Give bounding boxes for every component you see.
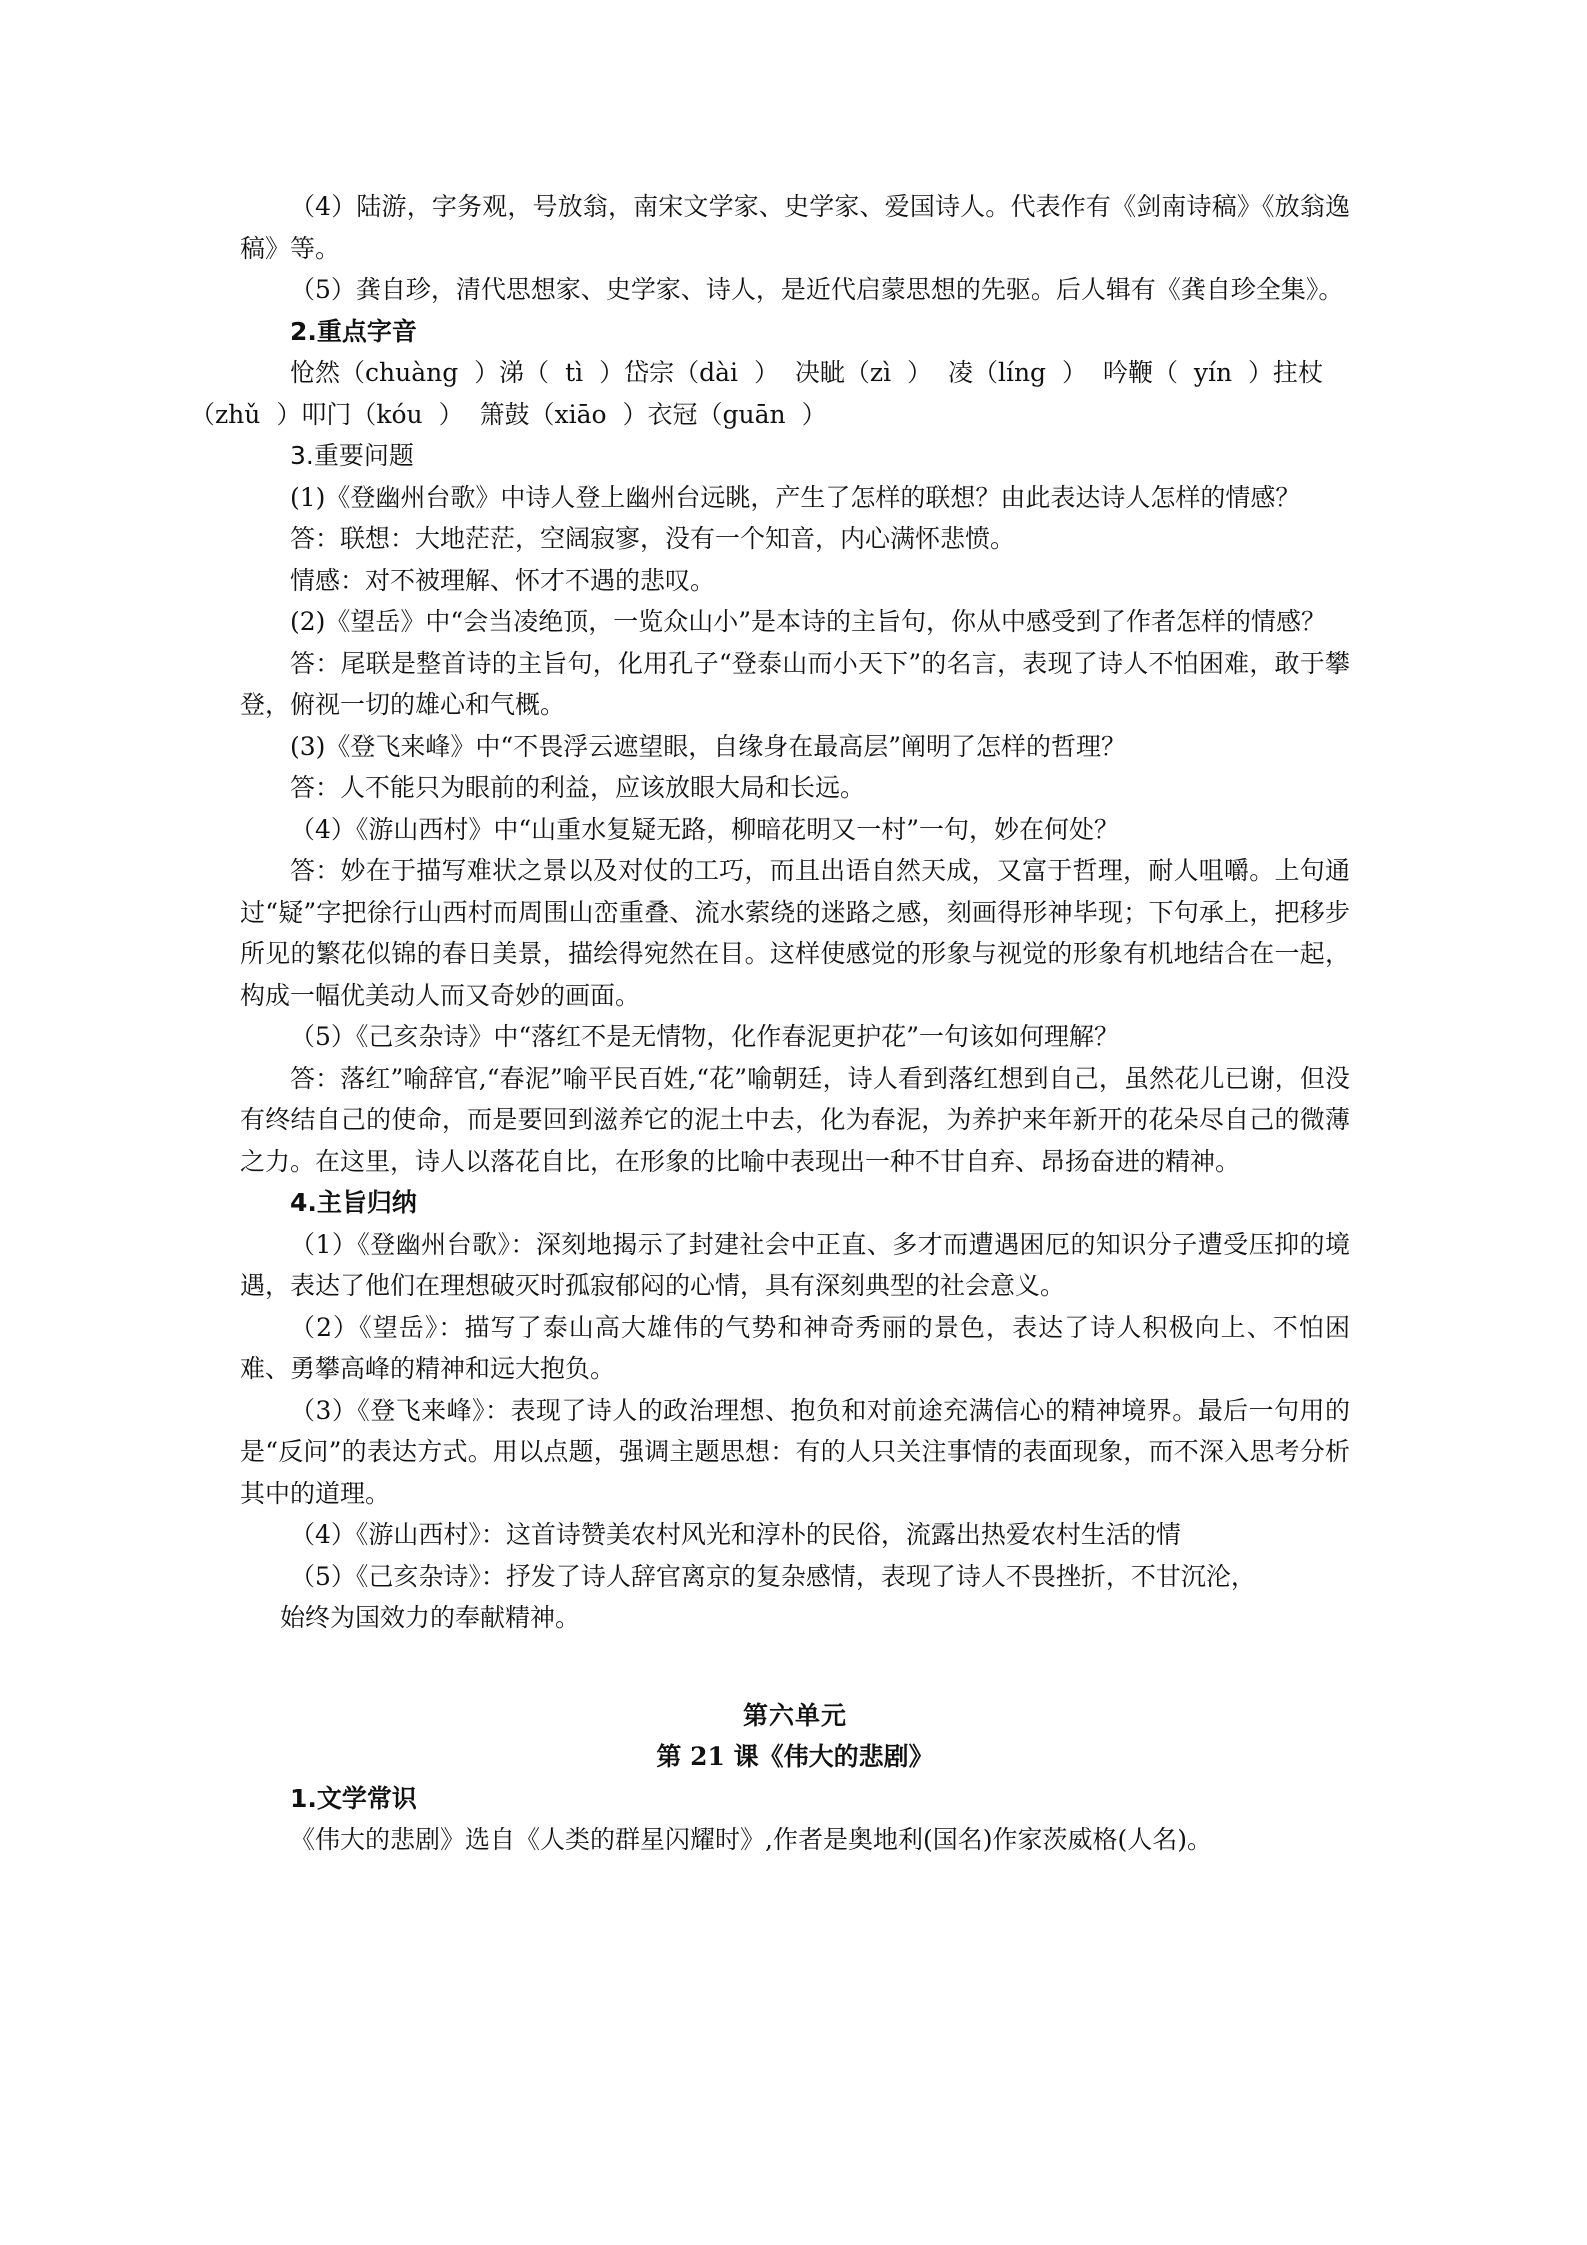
- answer-5: 答：落红”喻辞官,“春泥”喻平民百姓,“花”喻朝廷，诗人看到落红想到自己，虽然花儿已谢，但没有终结自己的使命，而是要回到滋养它的泥土中去，化为春泥，为养护来年新开的花朵尽自己的微薄之力。在这里，诗人以落花自比，在形象的比喻中表现出一种不甘自弃、昂扬奋进的精神。: [240, 1063, 1350, 1176]
- theme-1: （1）《登幽州台歌》：深刻地揭示了封建社会中正直、多才而遭遇困厄的知识分子遭受压抑的境遇，表达了他们在理想破灭时孤寂郁闷的心情，具有深刻典型的社会意义。: [240, 1229, 1350, 1300]
- pronunciation-heading: 2.重点字音: [290, 316, 417, 346]
- unit-title: 第六单元: [742, 1700, 847, 1730]
- pronunciation-text-2: （zhǔ ）叩门（kóu ） 箫鼓（xiāo ）衣冠（guān ）: [190, 399, 827, 429]
- pronunciation-text-1: 怆然（chuàng ）涕（ tì ）岱宗（dài ） 决眦（zì ） 凌（líng ） 吟鞭（ yín ）拄杖: [290, 358, 1324, 387]
- theme-5-continued: 始终为国效力的奉献精神。: [280, 1603, 581, 1632]
- answer-3: 答：人不能只为眼前的利益，应该放眼大局和长远。: [290, 773, 866, 802]
- literature-text: 《伟大的悲剧》选自《人类的群星闪耀时》,作者是奥地利(国名)作家茨威格(人名)。: [290, 1825, 1212, 1854]
- question-1: (1)《登幽州台歌》中诗人登上幽州台远眺，产生了怎样的联想？由此表达诗人怎样的情感？: [290, 482, 1301, 512]
- answer-1-association: 答：联想：大地茫茫，空阔寂寥，没有一个知音，内心满怀悲愤。: [290, 524, 1016, 553]
- theme-4: （4）《游山西村》：这首诗赞美农村风光和淳朴的民俗，流露出热爱农村生活的情: [290, 1520, 1181, 1549]
- author-lu-you: （4）陆游，字务观，号放翁，南宋文学家、史学家、爱国诗人。代表作有《剑南诗稿》《放翁逸稿》等。: [240, 192, 1350, 263]
- questions-heading: 3.重要问题: [290, 441, 414, 470]
- question-5: （5）《己亥杂诗》中“落红不是无情物，化作春泥更护花”一句该如何理解？: [290, 1022, 1119, 1051]
- question-4: （4）《游山西村》中“山重水复疑无路，柳暗花明又一村”一句，妙在何处？: [290, 814, 1119, 844]
- theme-3: （3）《登飞来峰》：表现了诗人的政治理想、抱负和对前途充满信心的精神境界。最后一句用的是“反问”的表达方式。用以点题，强调主题思想：有的人只关注事情的表面现象，而不深入思考分析其中的道理。: [240, 1395, 1350, 1508]
- answer-2: 答：尾联是整首诗的主旨句，化用孔子“登泰山而小天下”的名言，表现了诗人不怕困难，敢于攀登，俯视一切的雄心和气概。: [240, 648, 1350, 719]
- literature-heading: 1.文学常识: [290, 1783, 417, 1813]
- theme-5: （5）《己亥杂诗》：抒发了诗人辞官离京的复杂感情，表现了诗人不畏挫折，不甘沉沦，: [290, 1561, 1256, 1591]
- author-gong-zizhen: （5）龚自珍，清代思想家、史学家、诗人，是近代启蒙思想的先驱。后人辑有《龚自珍全集》。: [290, 275, 1344, 304]
- question-2: (2)《望岳》中“会当凌绝顶，一览众山小”是本诗的主旨句，你从中感受到了作者怎样的情感？: [290, 607, 1326, 636]
- themes-heading: 4.主旨归纳: [290, 1188, 417, 1217]
- answer-4: 答：妙在于描写难状之景以及对仗的工巧，而且出语自然天成，又富于哲理，耐人咀嚼。上句通过“疑”字把徐行山西村而周围山峦重叠、流水萦绕的迷路之感，刻画得形神毕现；下句承上，把移步所见的繁花似锦的春日美景，描绘得宛然在目。这样使感觉的形象与视觉的形象有机地结合在一起，构成一幅优美动人而又奇妙的画面。: [240, 856, 1350, 1010]
- question-3: (3)《登飞来峰》中“不畏浮云遮望眼，自缘身在最高层”阐明了怎样的哲理？: [290, 731, 1126, 761]
- theme-2: （2）《望岳》：描写了泰山高大雄伟的气势和神奇秀丽的景色，表达了诗人积极向上、不怕困难、勇攀高峰的精神和远大抱负。: [240, 1312, 1350, 1383]
- pronunciation-line-1: [190, 352, 1350, 435]
- lesson-title: 第 21 课《伟大的悲剧》: [656, 1742, 934, 1771]
- section-gap: [240, 1639, 1350, 1695]
- document-page: [190, 186, 1350, 1861]
- answer-1-emotion: 情感：对不被理解、怀才不遇的悲叹。: [290, 565, 716, 595]
